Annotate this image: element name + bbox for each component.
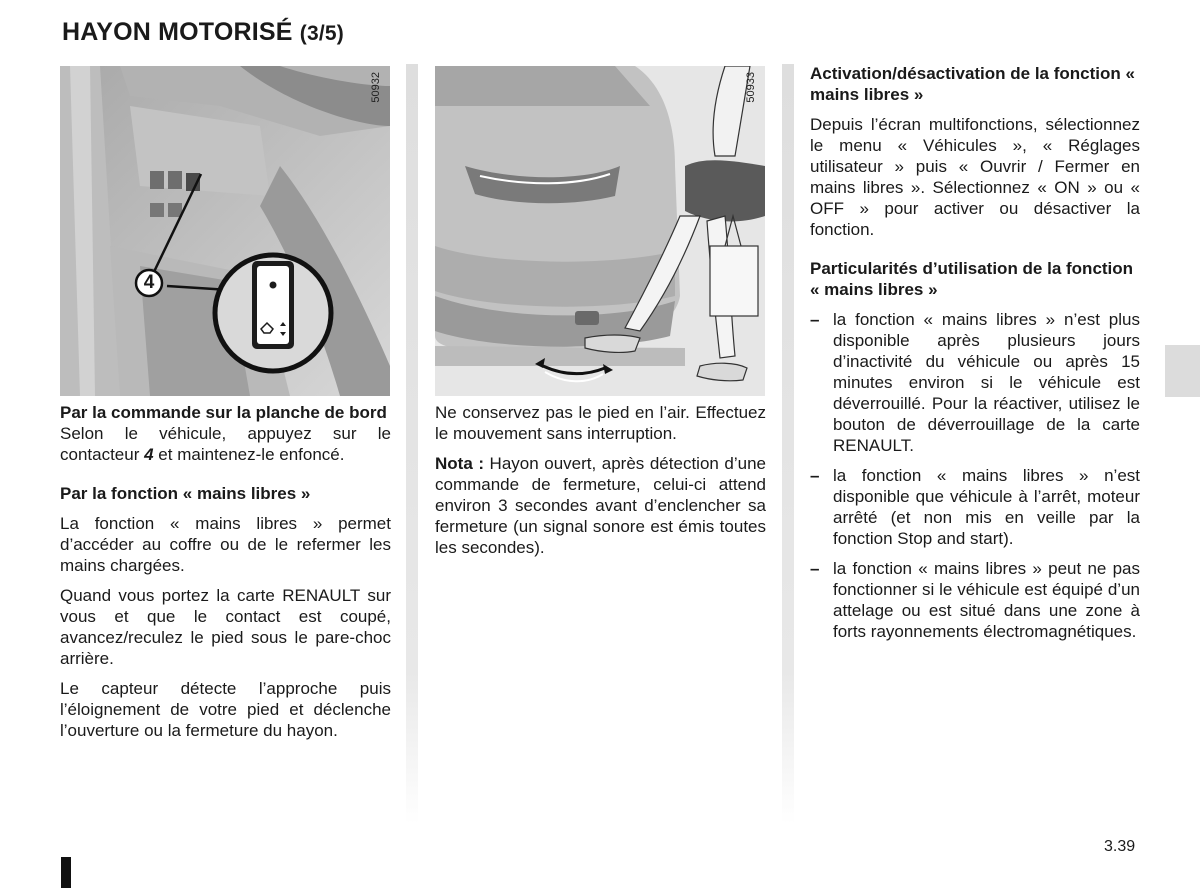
chapter-tab xyxy=(1165,345,1200,397)
list-item: – la fonction « mains libres » n’est plus disponible après plusieurs jours d’inactivité du véhicule ou après 15 minutes environ si le véhicule est déverrouillé. Pour la réactiver, utilisez le bouton de déverrouillage de la carte RENAULT. xyxy=(810,309,1140,456)
heading-activation: Activation/désactivation de la fonction « mains libres » xyxy=(810,64,1135,104)
page-marker xyxy=(61,857,71,888)
figure-code-1: 50932 xyxy=(370,72,382,103)
paragraph-dashboard-control xyxy=(60,423,391,465)
particularities-list xyxy=(810,309,1140,642)
page-title xyxy=(62,18,344,47)
paragraph-sensor: Le capteur détecte l’approche puis l’éloignement de votre pied et déclenche l’ouverture ou la fermeture du hayon. xyxy=(60,679,391,740)
column-separator-1 xyxy=(406,64,418,824)
column-2 xyxy=(435,402,766,567)
paragraph-hands-free-intro: La fonction « mains libres » permet d’accéder au coffre ou de le refermer les mains chargées. xyxy=(60,514,391,575)
column-separator-2 xyxy=(782,64,794,824)
hands-free-figure xyxy=(435,66,765,396)
paragraph-keep-foot: Ne conservez pas le pied en l’air. Effectuez le mouvement sans interruption. xyxy=(435,403,766,443)
tailgate-illustration xyxy=(435,66,765,396)
p1-end: et maintenez-le enfoncé. xyxy=(153,445,345,464)
figure-code-2: 50933 xyxy=(745,72,757,103)
callout-4: 4 xyxy=(143,272,155,293)
switch-ref: 4 xyxy=(144,445,154,464)
paragraph-activation: Depuis l’écran multifonctions, sélectionnez le menu « Véhicules », « Réglages utilisateur » puis « Ouvrir / Fermer en mains libres ». Sélectionnez « ON » ou « OFF » pour activer ou désactiver la fonction. xyxy=(810,115,1140,239)
heading-particularities: Particularités d’utilisation de la fonction « mains libres » xyxy=(810,259,1134,299)
paragraph-renault-card: Quand vous portez la carte RENAULT sur vous et que le contact est coupé, avancez/reculez le pied sous le pare-choc arrière. xyxy=(60,586,391,668)
list-item: – la fonction « mains libres » peut ne pas fonctionner si le véhicule est équipé d’un attelage ou est situé dans une zone à forts rayonnements électromagnétiques. xyxy=(810,558,1140,642)
title-part: (3/5) xyxy=(299,22,344,45)
note-label: Nota : xyxy=(435,454,484,473)
heading-hands-free: Par la fonction « mains libres » xyxy=(60,484,311,503)
title-main: HAYON MOTORISÉ xyxy=(62,18,293,46)
column-1 xyxy=(60,402,391,750)
heading-dashboard-control: Par la commande sur la planche de bord xyxy=(60,403,387,422)
p1-start: Selon le véhicule, appuyez sur le contacteur xyxy=(60,424,391,464)
dashboard-illustration xyxy=(60,66,390,396)
list-item: – la fonction « mains libres » n’est disponible que véhicule à l’arrêt, moteur arrêté (et non mis en veille par la fonction Stop and start). xyxy=(810,465,1140,549)
note-paragraph xyxy=(435,453,766,558)
note-text: Hayon ouvert, après détection d’une commande de fermeture, celui-ci attend environ 3 secondes avant d’enclencher sa fermeture (un signal sonore est émis toutes les secondes). xyxy=(435,454,766,557)
column-3 xyxy=(810,63,1140,651)
dashboard-switch-figure xyxy=(60,66,390,396)
page-number: 3.39 xyxy=(1104,838,1136,855)
